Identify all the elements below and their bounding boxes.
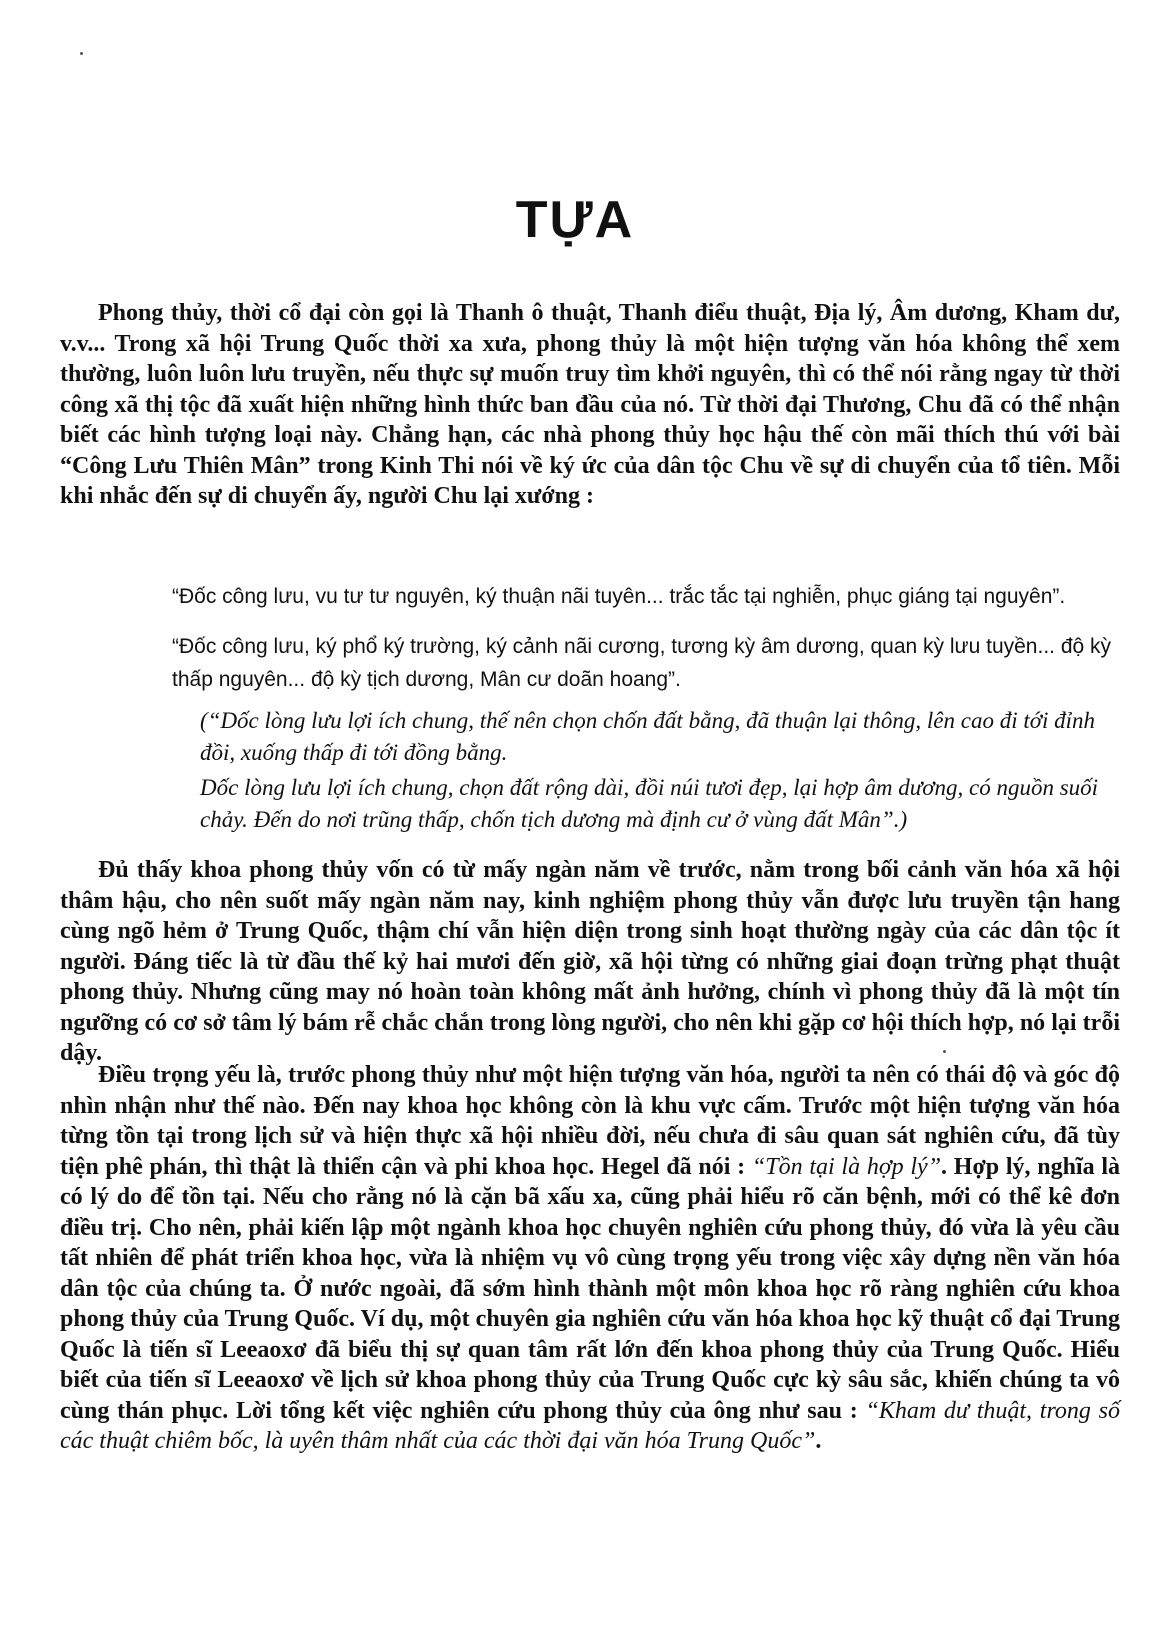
translation-2-text: Dốc lòng lưu lợi ích chung, chọn đất rộng dài, đồi núi tươi đẹp, lại hợp âm dương, có nguồn suối chảy. Đến do nơi trũng thấp, chốn tịch dương mà định cư ở vùng đất Mân”.) [200, 775, 1099, 832]
hegel-quote: “Tồn tại là hợp lý” [751, 1153, 942, 1180]
translation-2 [200, 772, 1120, 836]
paragraph-3 [60, 1060, 1120, 1457]
intro-paragraph [60, 298, 1120, 512]
paragraph-3-block [60, 1060, 1120, 1457]
page-title: TỰA [515, 191, 635, 249]
paragraph-2-block [60, 855, 1120, 1069]
paragraph-3-end: . [815, 1428, 822, 1454]
leeaoxo-quote: “Kham dư thuật, trong số các thuật chiêm bốc, là uyên thâm nhất của các thời đại văn hóa Trung Quốc” [60, 1397, 1120, 1454]
paragraph-3-part-b: . Hợp lý, nghĩa là có lý do để tồn tại. Nếu cho rằng nó là cặn bã xấu xa, cũng phải hiểu rõ căn bệnh, mới có thể kê đơn điều trị. Cho nên, phải kiến lập một ngành khoa học chuyên nghiên cứu phong thủy, đó vừa là yêu cầu tất nhiên để phát triển khoa học, vừa là nhiệm vụ vô cùng trọng yếu trong việc xây dựng nền văn hóa dân tộc của chúng ta. Ở nước ngoài, đã sớm hình thành một môn khoa học rõ ràng nghiên cứu khoa phong thủy của Trung Quốc. Ví dụ, một chuyên gia nghiên cứu văn hóa khoa học kỹ thuật cổ đại Trung Quốc là tiến sĩ Leeaoxơ đã biểu thị sự quan tâm rất lớn đến khoa phong thủy của Trung Quốc. Hiểu biết của tiến sĩ Leeaoxơ về lịch sử khoa phong thủy của Trung Quốc cực kỳ sâu sắc, khiến chúng ta vô cùng thán phục. Lời tổng kết việc nghiên cứu phong thủy của ông như sau : [60, 1153, 1120, 1424]
poem-quote-2-text: “Đốc công lưu, ký phổ ký trường, ký cảnh nãi cương, tương kỳ âm dương, quan kỳ lưu tuyền... độ kỳ thấp nguyên... độ kỳ tịch dương, Mân cư doãn hoang”. [172, 635, 1112, 691]
paragraph-1: Phong thủy, thời cổ đại còn gọi là Thanh ô thuật, Thanh điểu thuật, Địa lý, Âm dương, Kham dư, v.v... Trong xã hội Trung Quốc thời xa xưa, phong thủy là một hiện tượng văn hóa không thể xem thường, luôn luôn lưu truyền, nếu thực sự muốn truy tìm khởi nguyên, thì có thể nói rằng ngay từ thời công xã thị tộc đã xuất hiện những hình thức ban đầu của nó. Từ thời đại Thương, Chu đã có thể nhận biết các hình tượng loại này. Chẳng hạn, các nhà phong thủy học hậu thế còn mãi thích thú với bài “Công Lưu Thiên Mân” trong Kinh Thi nói về ký ức của dân tộc Chu về sự di chuyển của tổ tiên. Mỗi khi nhắc đến sự di chuyển ấy, người Chu lại xướng : [60, 300, 1120, 509]
paragraph-2: Đủ thấy khoa phong thủy vốn có từ mấy ngàn năm về trước, nằm trong bối cảnh văn hóa xã hội thâm hậu, cho nên suốt mấy ngàn năm nay, kinh nghiệm phong thủy vẫn được lưu truyền tận hang cùng ngõ hẻm ở Trung Quốc, thậm chí vẫn hiện diện trong sinh hoạt thường ngày của các dân tộc ít người. Đáng tiếc là từ đầu thế kỷ hai mươi đến giờ, xã hội từng có những giai đoạn trừng phạt thuật phong thủy. Nhưng cũng may nó hoàn toàn không mất ảnh hưởng, chính vì phong thủy đã là một tín ngưỡng có cơ sở tâm lý bám rễ chắc chắn trong lòng người, cho nên khi gặp cơ hội thích hợp, nó lại trỗi dậy. [60, 857, 1120, 1066]
translation-1 [200, 705, 1120, 769]
paragraph-3-part-a: Điều trọng yếu là, trước phong thủy như một hiện tượng văn hóa, người ta nên có thái độ và góc độ nhìn nhận như thế nào. Đến nay khoa học không còn là khu vực cấm. Trước một hiện tượng văn hóa từng tồn tại trong lịch sử và hiện thực xã hội nhiều đời, nếu chưa đi sâu quan sát nghiên cứu, đã tùy tiện phê phán, thì thật là thiển cận và phi khoa học. Hegel đã nói : [60, 1062, 1120, 1180]
scan-speck [80, 52, 83, 55]
translation-1-text: (“Dốc lòng lưu lợi ích chung, thế nên chọn chốn đất bằng, đã thuận lại thông, lên cao đi tới đỉnh đồi, xuống thấp đi tới đồng bằng. [200, 708, 1096, 765]
poem-quote-2 [172, 630, 1122, 696]
poem-quote-1-text: “Đốc công lưu, vu tư tư nguyên, ký thuận nãi tuyên... trắc tắc tại nghiễn, phục giáng tại nguyên”. [172, 585, 1066, 608]
poem-quote-1 [172, 580, 1122, 613]
